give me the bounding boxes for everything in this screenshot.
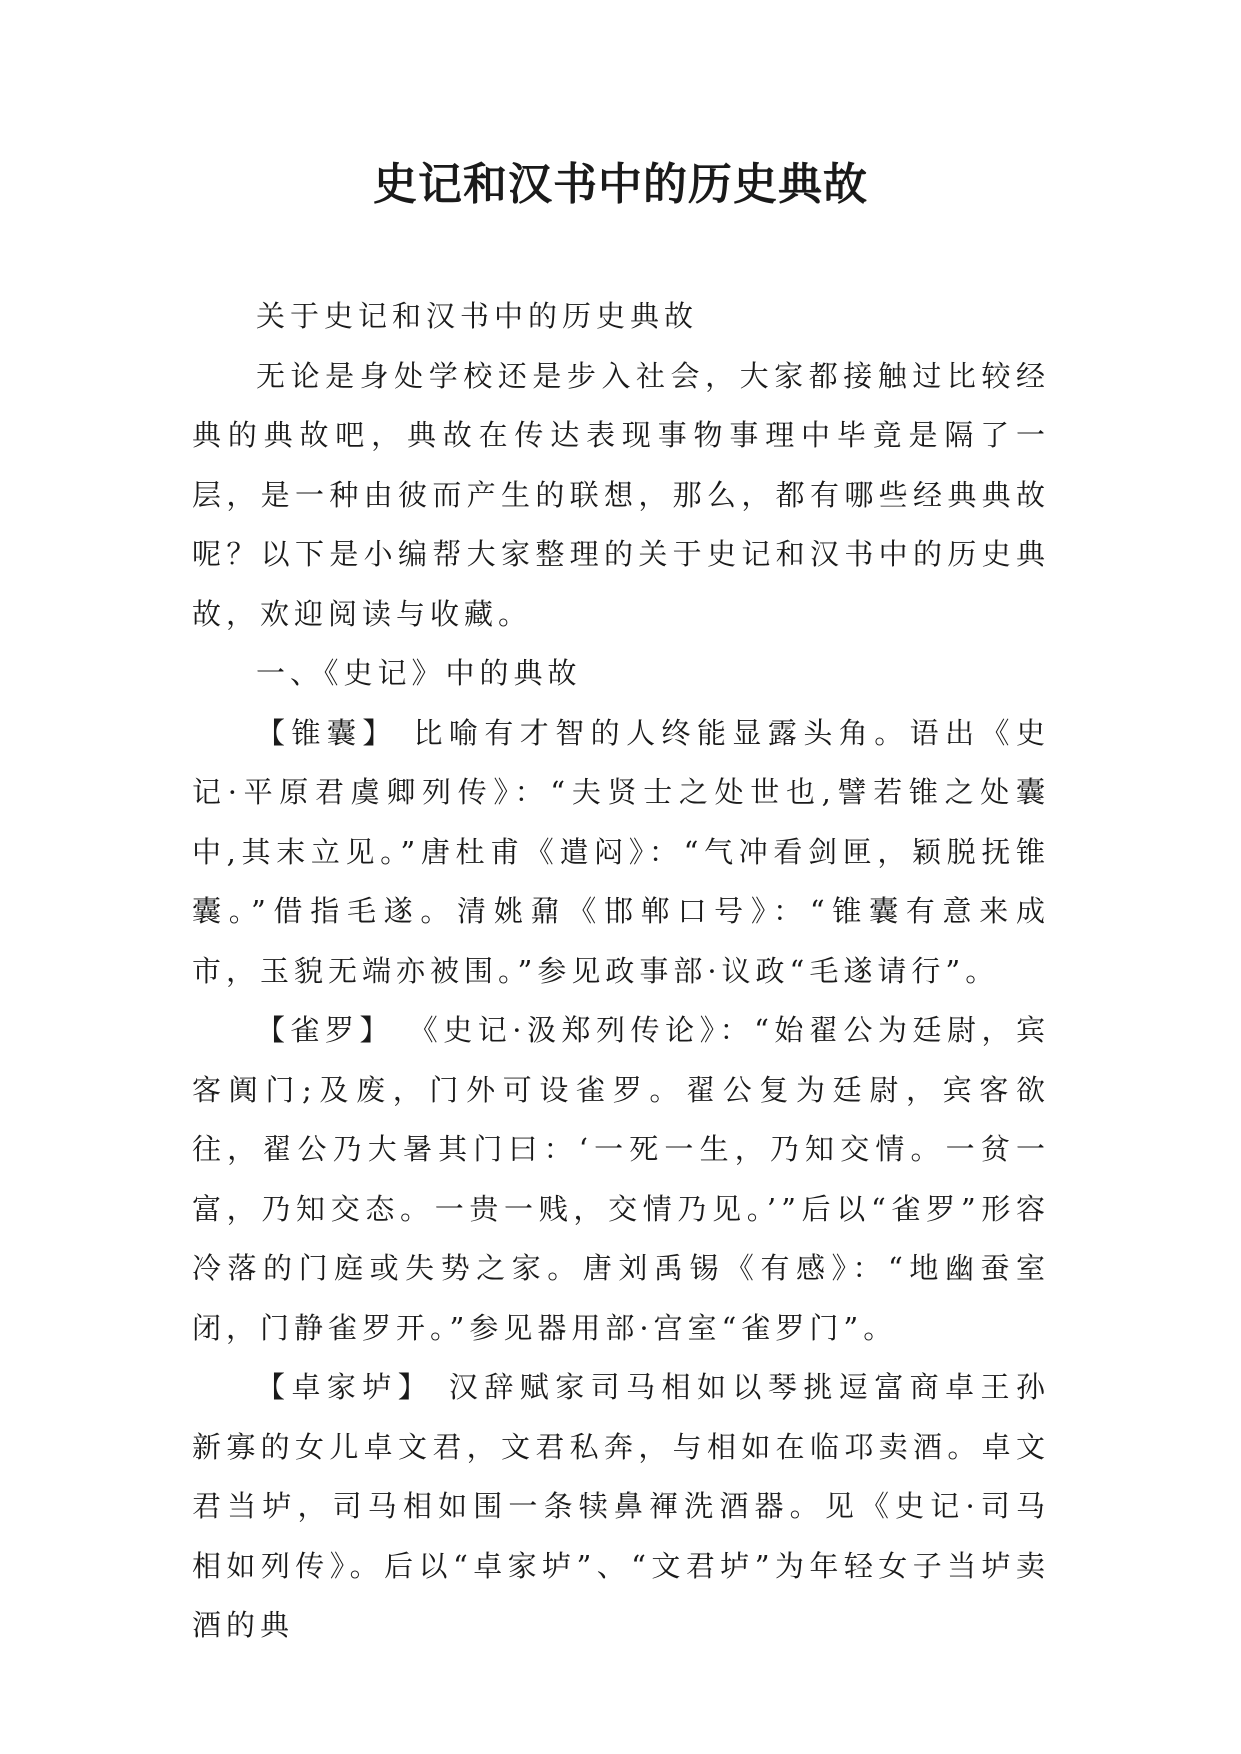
entry-term: 【锥囊】 [256,715,398,750]
entry-term: 【卓家垆】 [256,1370,434,1404]
entry-text: 比喻有才智的人终能显露头角。语出《史记·平原君虞卿列传》：“夫贤士之处世也,譬若锥之处囊中,其末立见。”唐杜甫《遣闷》：“气冲看剑匣，颖脱抚锥囊。”借指毛遂。清姚鼐《邯郸口号》：“锥囊有意来成市，玉貌无端亦被围。”参见政事部·议政“毛遂请行”。 [192,715,1050,988]
entry-zhuinang [192,704,1050,1002]
paragraph-text: 无论是身处学校还是步入社会，大家都接触过比较经典的典故吧，典故在传达表现事物事理中毕竟是隔了一层，是一种由彼而产生的联想，那么，都有哪些经典典故呢？以下是小编帮大家整理的关于史记和汉书中的历史典故，欢迎阅读与收藏。 [192,358,1050,631]
paragraph-intro [192,347,1050,645]
document-body [192,287,1050,1656]
document-title: 史记和汉书中的历史典故 [373,159,868,210]
entry-queluo [192,1001,1050,1358]
section-heading-text: 一、《史记》中的典故 [256,656,582,690]
entry-text: 汉辞赋家司马相如以琴挑逗富商卓王孙新寡的女儿卓文君，文君私奔，与相如在临邛卖酒。卓文君当垆，司马相如围一条犊鼻褌洗酒器。见《史记·司马相如列传》。后以“卓家垆”、“文君垆”为年轻女子当垆卖酒的典 [192,1370,1050,1642]
paragraph-text: 关于史记和汉书中的历史典故 [256,299,699,333]
entry-zhuojialu [192,1358,1050,1656]
section-heading [192,644,1050,704]
paragraph-subtitle [192,287,1050,347]
entry-term: 【雀罗】 [256,1013,395,1047]
entry-text: 《史记·汲郑列传论》：“始翟公为廷尉，宾客阗门;及废，门外可设雀罗。翟公复为廷尉，宾客欲往，翟公乃大暑其门曰：‘一死一生，乃知交情。一贫一富，乃知交态。一贵一贱，交情乃见。’”后以“雀罗”形容冷落的门庭或失势之家。唐刘禹锡《有感》：“地幽蚕室闭，门静雀罗开。”参见器用部·宫室“雀罗门”。 [192,1013,1050,1345]
